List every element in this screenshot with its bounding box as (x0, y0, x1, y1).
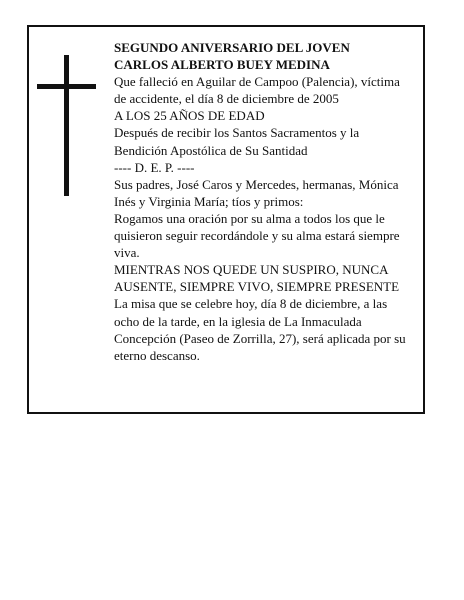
notice-body-line-17: eterno descanso. (114, 347, 200, 363)
notice-body-line-2: de accidente, el día 8 de diciembre de 2005 (114, 91, 339, 107)
notice-body-line-5: Bendición Apostólica de Su Santidad (114, 142, 308, 158)
notice-body-line-13: AUSENTE, SIEMPRE VIVO, SIEMPRE PRESENTE (114, 279, 400, 295)
cross-vertical-bar (64, 55, 69, 196)
cross-horizontal-bar (37, 84, 96, 89)
notice-body-line-15: ocho de la tarde, en la iglesia de La Inmaculada (114, 313, 362, 329)
notice-body-line-8: Inés y Virginia María; tíos y primos: (114, 193, 304, 209)
notice-body-line-9: Rogamos una oración por su alma a todos los que le (114, 210, 385, 226)
notice-body-line-11: viva. (114, 245, 140, 261)
notice-body-line-12: MIENTRAS NOS QUEDE UN SUSPIRO, NUNCA (114, 262, 389, 278)
notice-body-line-16: Concepción (Paseo de Zorrilla, 27), será aplicada por su (114, 330, 406, 346)
notice-body-line-1: Que falleció en Aguilar de Campoo (Palencia), víctima (114, 74, 400, 90)
notice-body-line-4: Después de recibir los Santos Sacramentos y la (114, 125, 360, 141)
notice-title-line-1: SEGUNDO ANIVERSARIO DEL JOVEN (114, 40, 350, 55)
notice-title-line-2: CARLOS ALBERTO BUEY MEDINA (114, 57, 330, 73)
notice-body-line-6: ---- D. E. P. ---- (114, 159, 195, 175)
notice-body-line-3: A LOS 25 AÑOS DE EDAD (114, 108, 265, 124)
notice-body-line-7: Sus padres, José Caros y Mercedes, hermanas, Mónica (114, 176, 399, 192)
notice-body-line-10: quisieron seguir recordándole y su alma estará siempre (114, 228, 400, 244)
notice-text-block (114, 39, 422, 364)
notice-body-line-14: La misa que se celebre hoy, día 8 de diciembre, a las (114, 296, 388, 312)
